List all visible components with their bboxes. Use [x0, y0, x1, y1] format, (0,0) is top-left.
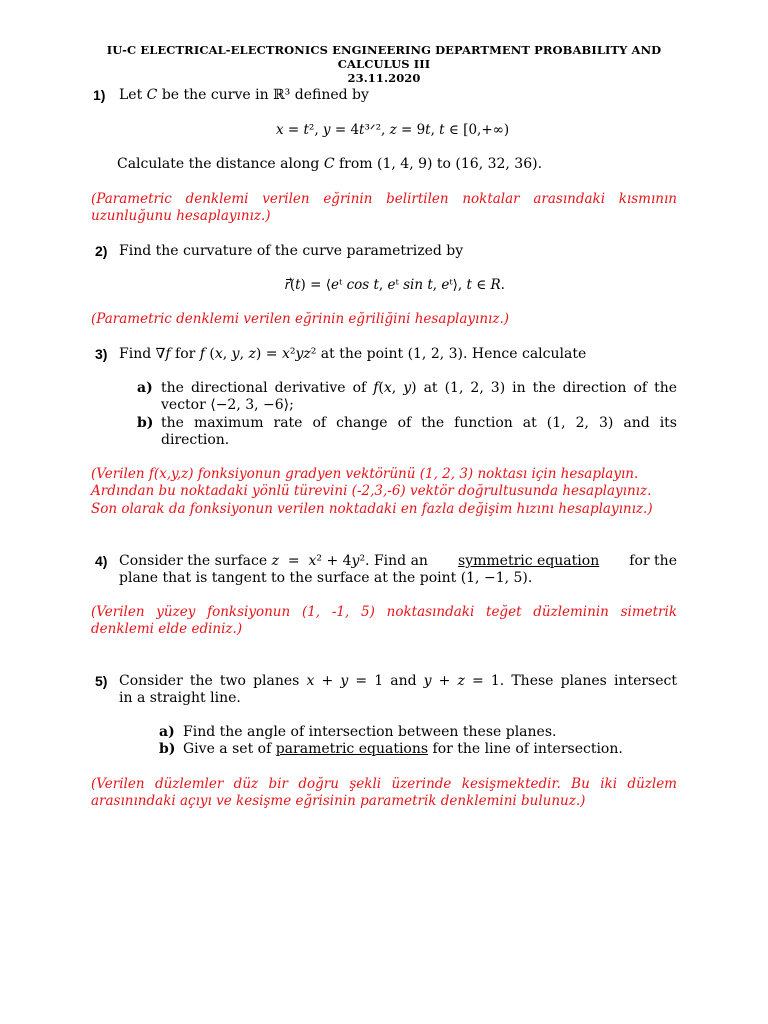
q4-line1-pre: Consider the surface 𝑧 = 𝑥² + 4𝑦². Find an: [119, 553, 433, 569]
q5b-text: [183, 741, 623, 757]
q5-line2: in a straight line.: [119, 690, 241, 706]
q3a-label: a): [137, 380, 153, 396]
q4-line1-post: for the: [624, 553, 677, 569]
q3-intro: Find ∇𝑓 for 𝑓 (𝑥, 𝑦, 𝑧) = 𝑥²𝑦𝑧² at the point (1, 2, 3). Hence calculate: [119, 346, 587, 362]
q3b-line2: direction.: [161, 432, 230, 448]
q3-number: 3): [95, 346, 108, 362]
q3b-label: b): [137, 415, 154, 431]
q3-turkish-line2: Ardından bu noktadaki yönlü türevini (-2,3,-6) vektör doğrultusunda hesaplayınız.: [91, 483, 652, 499]
q4-turkish-line2: denklemi elde ediniz.): [91, 621, 243, 637]
q2-number: 2): [95, 243, 108, 259]
q3a-line1: the directional derivative of 𝑓(𝑥, 𝑦) at (1, 2, 3) in the direction of the: [161, 380, 677, 396]
q4-line2: plane that is tangent to the surface at the point (1, −1, 5).: [119, 570, 533, 586]
q4-turkish-line1: (Verilen yüzey fonksiyonun (1, -1, 5) noktasındaki teğet düzleminin simetrik: [91, 604, 677, 620]
q1-equation: 𝑥 = 𝑡², 𝑦 = 4𝑡³ᐟ², 𝑧 = 9𝑡, 𝑡 ∈ [0,+∞): [276, 122, 510, 138]
q3a-line2: vector ⟨−2, 3, −6⟩;: [161, 397, 294, 413]
q4-number: 4): [95, 553, 108, 569]
q2-equation: 𝑟⃗(𝑡) = ⟨𝑒ᵗ 𝑐𝑜𝑠 𝑡, 𝑒ᵗ 𝑠𝑖𝑛 𝑡, 𝑒ᵗ⟩, 𝑡 ∈ 𝑅.: [285, 277, 505, 293]
q1-intro: Let 𝐶 be the curve in ℝ³ defined by: [119, 87, 369, 103]
q3-turkish-line3: Son olarak da fonksiyonun verilen noktadaki en fazla değişim hızını hesaplayınız.): [91, 501, 653, 517]
q5b-label: b): [159, 741, 176, 757]
header-title-line2: CALCULUS III: [337, 57, 431, 71]
q5a-label: a): [159, 724, 175, 740]
q5-turkish-line2: arasınındaki açıyı ve kesişme eğrisinin parametrik denklemini bulunuz.): [91, 793, 586, 809]
q5b-parametric-equations-term: parametric equations: [275, 741, 429, 757]
q5b-pre: Give a set of: [183, 741, 276, 757]
q5a-text: Find the angle of intersection between these planes.: [183, 724, 557, 740]
q5-turkish-line1: (Verilen düzlemler düz bir doğru şekli üzerinde kesişmektedir. Bu iki düzlem: [91, 776, 677, 792]
q5-number: 5): [95, 673, 108, 689]
q2-turkish-line1: (Parametric denklemi verilen eğrinin eğriliğini hesaplayınız.): [91, 311, 510, 327]
header-title-line1: IU-C ELECTRICAL-ELECTRONICS ENGINEERING DEPARTMENT PROBABILITY AND: [106, 43, 662, 57]
q1-number: 1): [93, 87, 106, 103]
q2-intro: Find the curvature of the curve parametrized by: [119, 243, 464, 259]
q3-turkish-line1: (Verilen f(x,y,z) fonksiyonun gradyen vektörünü (1, 2, 3) noktası için hesaplayın.: [91, 466, 639, 482]
q5-line1: Consider the two planes 𝑥 + 𝑦 = 1 and 𝑦 + 𝑧 = 1. These planes intersect: [119, 673, 677, 689]
q5b-post: for the line of intersection.: [428, 741, 623, 757]
q1-task: Calculate the distance along 𝐶 from (1, 4, 9) to (16, 32, 36).: [117, 156, 543, 172]
q4-symmetric-equation-term: symmetric equation: [458, 553, 600, 569]
q1-turkish-line2: uzunluğunu hesaplayınız.): [91, 208, 271, 224]
header-date: 23.11.2020: [347, 71, 421, 85]
q4-line1: [119, 553, 677, 569]
q1-turkish-line1: (Parametric denklemi verilen eğrinin belirtilen noktalar arasındaki kısmının: [91, 191, 677, 207]
q3b-line1: the maximum rate of change of the function at (1, 2, 3) and its: [161, 415, 677, 431]
